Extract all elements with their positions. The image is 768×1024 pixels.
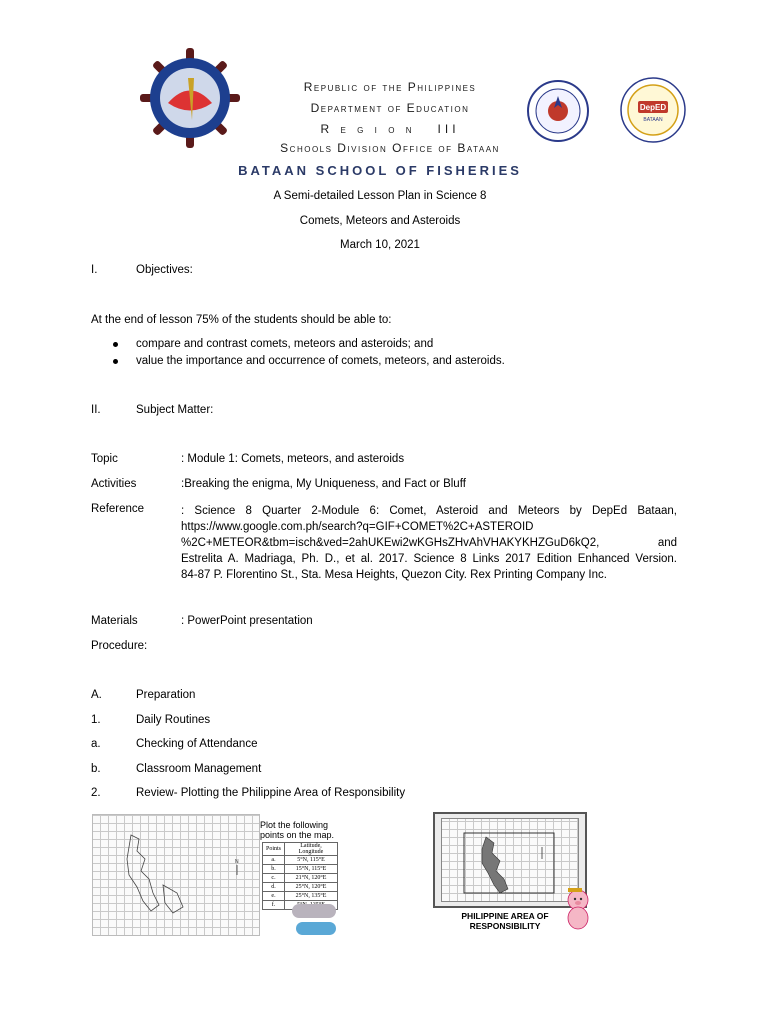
objective-item: value the importance and occurrence of comets, meteors, and asteroids.: [136, 355, 505, 367]
reference-line: 84-87 P. Florentino St., Sta. Mesa Heights, Quezon City. Rex Printing Company Inc.: [181, 569, 607, 581]
table-cell: f.: [263, 901, 285, 910]
objective-item: compare and contrast comets, meteors and asteroids; and: [136, 338, 434, 350]
pig-mascot-icon: [564, 888, 592, 930]
table-header: Points: [263, 843, 285, 856]
lesson-plan-title: A Semi-detailed Lesson Plan in Science 8: [273, 190, 487, 202]
points-table: [262, 842, 338, 910]
worksheet-grid-map: [92, 814, 260, 936]
activities-value: :Breaking the enigma, My Uniqueness, and Fact or Bluff: [181, 478, 466, 490]
procedure-item: Review- Plotting the Philippine Area of Responsibility: [136, 787, 406, 799]
table-cell: b.: [263, 865, 285, 874]
topic-label: Topic: [91, 453, 118, 465]
reference-line: https://www.google.com.ph/search?q=GIF+COMET%2C+ASTEROID: [181, 521, 534, 533]
lesson-date: March 10, 2021: [340, 239, 420, 251]
reference-line-with-and: [181, 535, 677, 551]
activities-label: Activities: [91, 478, 137, 490]
plot-instruction: Plot the following points on the map.: [260, 820, 335, 840]
deped-logo-sub: BATAAN: [643, 117, 663, 123]
table-cell: c.: [263, 874, 285, 883]
procedure-label: Procedure:: [91, 640, 148, 652]
table-header: Latitude, Longitude: [285, 843, 338, 856]
table-cell: d.: [263, 883, 285, 892]
reference-and: and: [657, 537, 677, 549]
procedure-num: 2.: [91, 787, 101, 799]
table-cell: 25°N, 120°E: [285, 883, 338, 892]
objectives-intro: At the end of lesson 75% of the students should be able to:: [91, 314, 392, 326]
reference-line: Estrelita A. Madriaga, Ph. D., et al. 2017. Science 8 Links 2017 Edition Enhanced Version.: [181, 553, 677, 565]
school-name: BATAAN SCHOOL OF FISHERIES: [238, 163, 522, 178]
procedure-num: a.: [91, 738, 101, 750]
section-number-objectives: I.: [91, 264, 98, 276]
procedure-num: 1.: [91, 714, 101, 726]
table-row: [263, 883, 338, 892]
deped-bataan-logo: [620, 77, 686, 143]
table-cell: 5°N, 115°E: [285, 856, 338, 865]
table-row: [263, 892, 338, 901]
procedure-item: Checking of Attendance: [136, 738, 258, 750]
header-department: Department of Education: [310, 101, 470, 115]
reference-line: : Science 8 Quarter 2-Module 6: Comet, Asteroid and Meteors by DepEd Bataan,: [181, 505, 677, 517]
lesson-topic-title: Comets, Meteors and Asteroids: [299, 215, 461, 227]
procedure-item: Preparation: [136, 689, 196, 701]
procedure-num: A.: [91, 689, 102, 701]
table-cell: 25°N, 135°E: [285, 892, 338, 901]
table-cell: 21°N, 120°E: [285, 874, 338, 883]
table-cell: e.: [263, 892, 285, 901]
header-republic: Republic of the Philippines: [303, 80, 477, 94]
header-division: Schools Division Office of Bataan: [280, 141, 500, 155]
par-caption: PHILIPPINE AREA OF RESPONSIBILITY: [461, 911, 549, 931]
table-row: [263, 856, 338, 865]
table-header-row: [263, 843, 338, 856]
section-heading-subject: Subject Matter:: [136, 404, 214, 416]
table-cell: 15°N, 115°E: [285, 865, 338, 874]
deped-logo-text: DepED: [639, 103, 667, 112]
table-row: [263, 865, 338, 874]
cloud-icon: [296, 922, 336, 935]
section-number-subject: II.: [91, 404, 101, 416]
reference-line: %2C+METEOR&tbm=isch&ved=2ahUKEwi2wKGHsZHvAhVHAKYKHZGuD6kQ2,: [181, 537, 600, 549]
materials-label: Materials: [91, 615, 138, 627]
svg-text:N: N: [235, 859, 239, 865]
procedure-item: Classroom Management: [136, 763, 262, 775]
bullet-icon: [113, 359, 118, 364]
procedure-num: b.: [91, 763, 101, 775]
bullet-icon: [113, 342, 118, 347]
topic-value: : Module 1: Comets, meteors, and asteroids: [181, 453, 405, 465]
cloud-icon: [292, 904, 336, 918]
table-cell: a.: [263, 856, 285, 865]
procedure-item: Daily Routines: [136, 714, 211, 726]
materials-value: : PowerPoint presentation: [181, 615, 313, 627]
header-region: R e g i o n III: [320, 122, 460, 136]
reference-value: [181, 503, 677, 583]
school-logo: [140, 48, 240, 148]
reference-label: Reference: [91, 503, 145, 515]
table-row: [263, 874, 338, 883]
section-heading-objectives: Objectives:: [136, 264, 193, 276]
par-grid-map: [441, 818, 579, 902]
